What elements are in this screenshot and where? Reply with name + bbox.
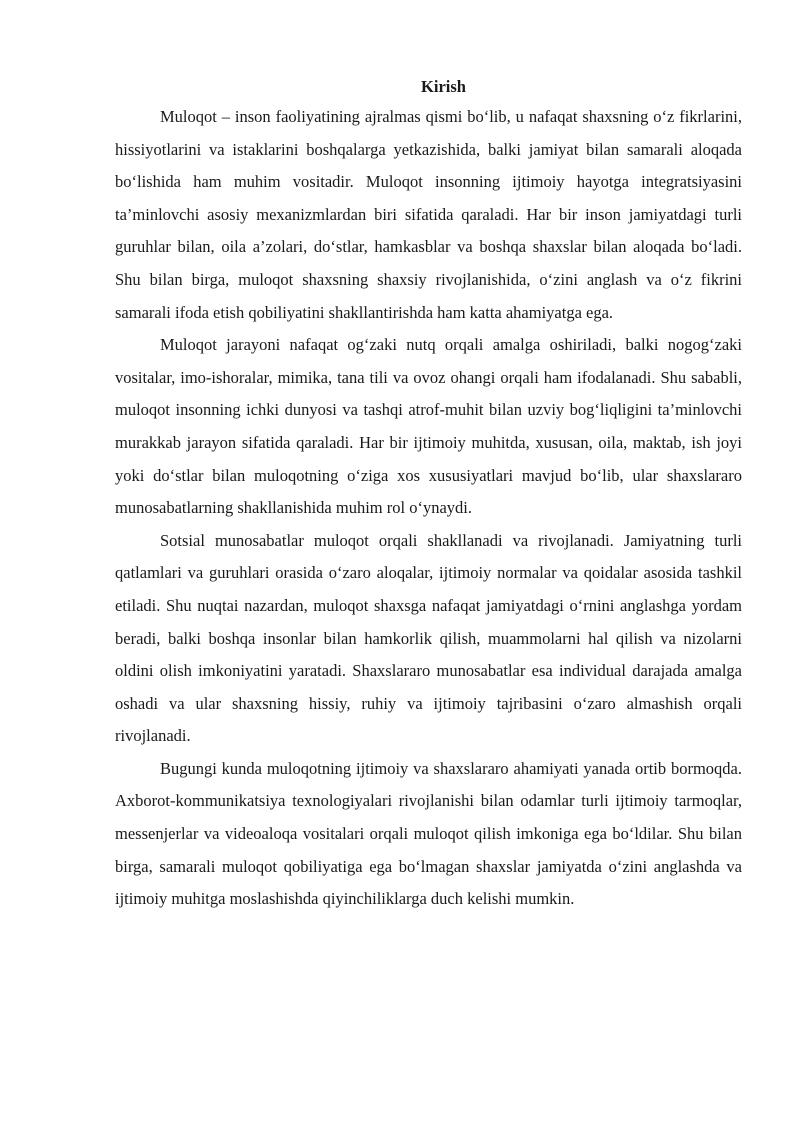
paragraph-2: Muloqot jarayoni nafaqat og‘zaki nutq orqali amalga oshiriladi, balki nogog‘zaki vositalar, imo-ishoralar, mimika, tana tili va ovoz ohangi orqali ham ifodalanadi. Shu sababli, muloqot insonning ichki dunyosi va tashqi atrof-muhit bilan uzviy bog‘liqligini ta’minlovchi murakkab jarayon sifatida qaraladi. Har bir ijtimoiy muhitda, xususan, oila, maktab, ish joyi yoki do‘stlar bilan muloqotning o‘ziga xos xususiyatlari mavjud bo‘lib, ular shaxslararo munosabatlarning shakllanishida muhim rol o‘ynaydi. xyxy=(115,335,742,518)
paragraph-3: Sotsial munosabatlar muloqot orqali shakllanadi va rivojlanadi. Jamiyatning turli qatlamlari va guruhlari orasida o‘zaro aloqalar, ijtimoiy normalar va qoidalar asosida tashkil etiladi. Shu nuqtai nazardan, muloqot shaxsga nafaqat jamiyatdagi o‘rnini anglashga yordam beradi, balki boshqa insonlar bilan hamkorlik qilish, muammolarni hal qilish va nizolarni oldini olish imkoniyatini yaratadi. Shaxslararo munosabatlar esa individual darajada amalga oshadi va ular shaxsning hissiy, ruhiy va ijtimoiy tajribasini o‘zaro almashish orqali rivojlanadi. xyxy=(115,530,742,746)
paragraph-4: Bugungi kunda muloqotning ijtimoiy va shaxslararo ahamiyati yanada ortib bormoqda. Axborot-kommunikatsiya texnologiyalari rivojlanishi bilan odamlar turli ijtimoiy tarmoqlar, messenjerlar va videoaloqa vositalari orqali muloqot qilish imkoniga ega bo‘ldilar. Shu bilan birga, samarali muloqot qobiliyatiga ega bo‘lmagan shaxslar jamiyatda o‘zini anglashda va ijtimoiy muhitga moslashishda qiyinchiliklarga duch kelishi mumkin. xyxy=(115,758,742,909)
page-title: Kirish xyxy=(421,77,466,96)
document-body xyxy=(115,75,742,916)
paragraph-1: Muloqot – inson faoliyatining ajralmas qismi bo‘lib, u nafaqat shaxsning o‘z fikrlarini, hissiyotlarini va istaklarini boshqalarga yetkazishida, balki jamiyat bilan samarali aloqada bo‘lishida ham muhim vositadir. Muloqot insonning ijtimoiy hayotga integratsiyasini ta’minlovchi asosiy mexanizmlardan biri sifatida qaraladi. Har bir inson jamiyatdagi turli guruhlar bilan, oila a’zolari, do‘stlar, hamkasblar va boshqa shaxslar bilan aloqada bo‘ladi. Shu bilan birga, muloqot shaxsning shaxsiy rivojlanishida, o‘zini anglash va o‘z fikrini samarali ifoda etish qobiliyatini shakllantirishda ham katta ahamiyatga ega. xyxy=(115,107,742,322)
